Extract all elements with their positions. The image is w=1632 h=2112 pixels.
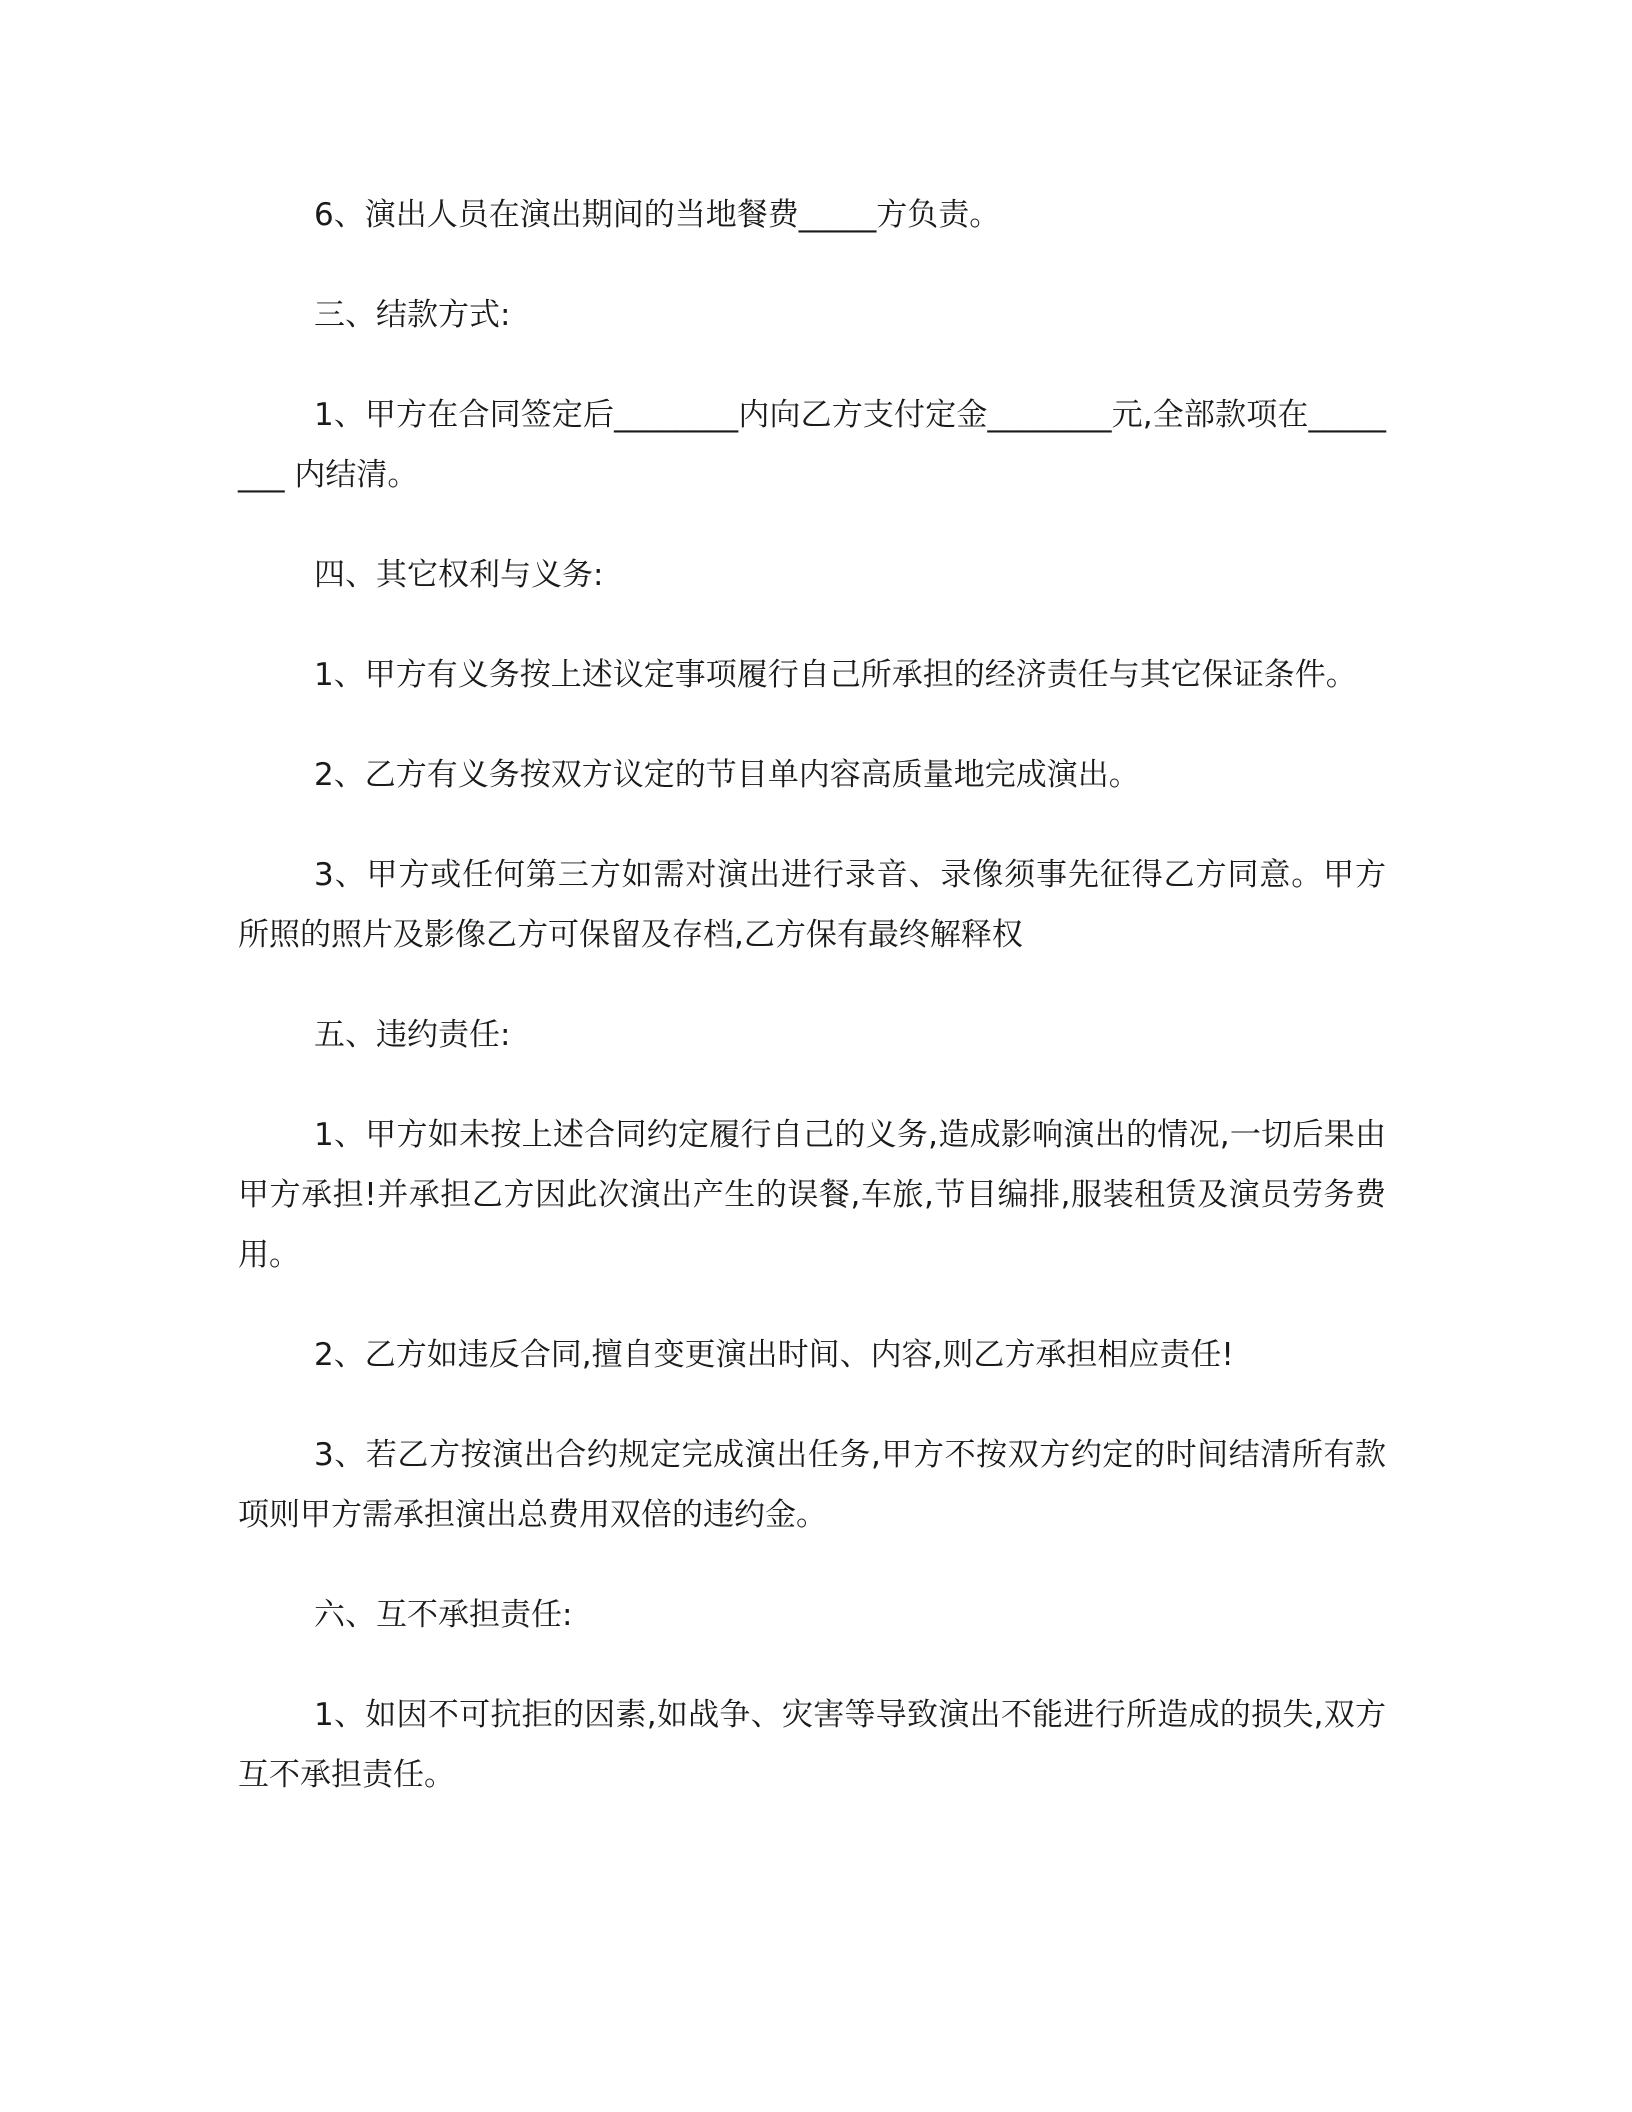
clause-penalty: 3、若乙方按演出合约规定完成演出任务,甲方不按双方约定的时间结清所有款项则甲方需承担演出总费用双倍的违约金。 — [238, 1437, 1386, 1533]
section-heading-force-majeure: 六、互不承担责任: — [314, 1597, 573, 1633]
clause-party-a-obligation: 1、甲方有义务按上述议定事项履行自己所承担的经济责任与其它保证条件。 — [314, 657, 1357, 693]
clause-force-majeure: 1、如因不可抗拒的因素,如战争、灾害等导致演出不能进行所造成的损失,双方互不承担责任。 — [238, 1697, 1386, 1793]
clause-party-a-breach: 1、甲方如未按上述合同约定履行自己的义务,造成影响演出的情况,一切后果由甲方承担!并承担乙方因此次演出产生的误餐,车旅,节目编排,服装租赁及演员劳务费用。 — [238, 1117, 1386, 1273]
section-heading-rights-obligations: 四、其它权利与义务: — [314, 557, 604, 593]
document-body — [238, 185, 1386, 1845]
section-heading-payment: 三、结款方式: — [314, 297, 511, 333]
section-heading-breach: 五、违约责任: — [314, 1017, 511, 1053]
clause-party-b-obligation: 2、乙方有义务按双方议定的节目单内容高质量地完成演出。 — [314, 757, 1140, 793]
clause-payment-schedule: 1、甲方在合同签定后________内向乙方支付定金________元,全部款项在________ 内结清。 — [238, 397, 1386, 493]
clause-meal-expense: 6、演出人员在演出期间的当地餐费_____方负责。 — [314, 197, 1001, 233]
clause-recording-consent: 3、甲方或任何第三方如需对演出进行录音、录像须事先征得乙方同意。甲方所照的照片及影像乙方可保留及存档,乙方保有最终解释权 — [238, 857, 1386, 953]
clause-party-b-breach: 2、乙方如违反合同,擅自变更演出时间、内容,则乙方承担相应责任! — [314, 1337, 1234, 1373]
